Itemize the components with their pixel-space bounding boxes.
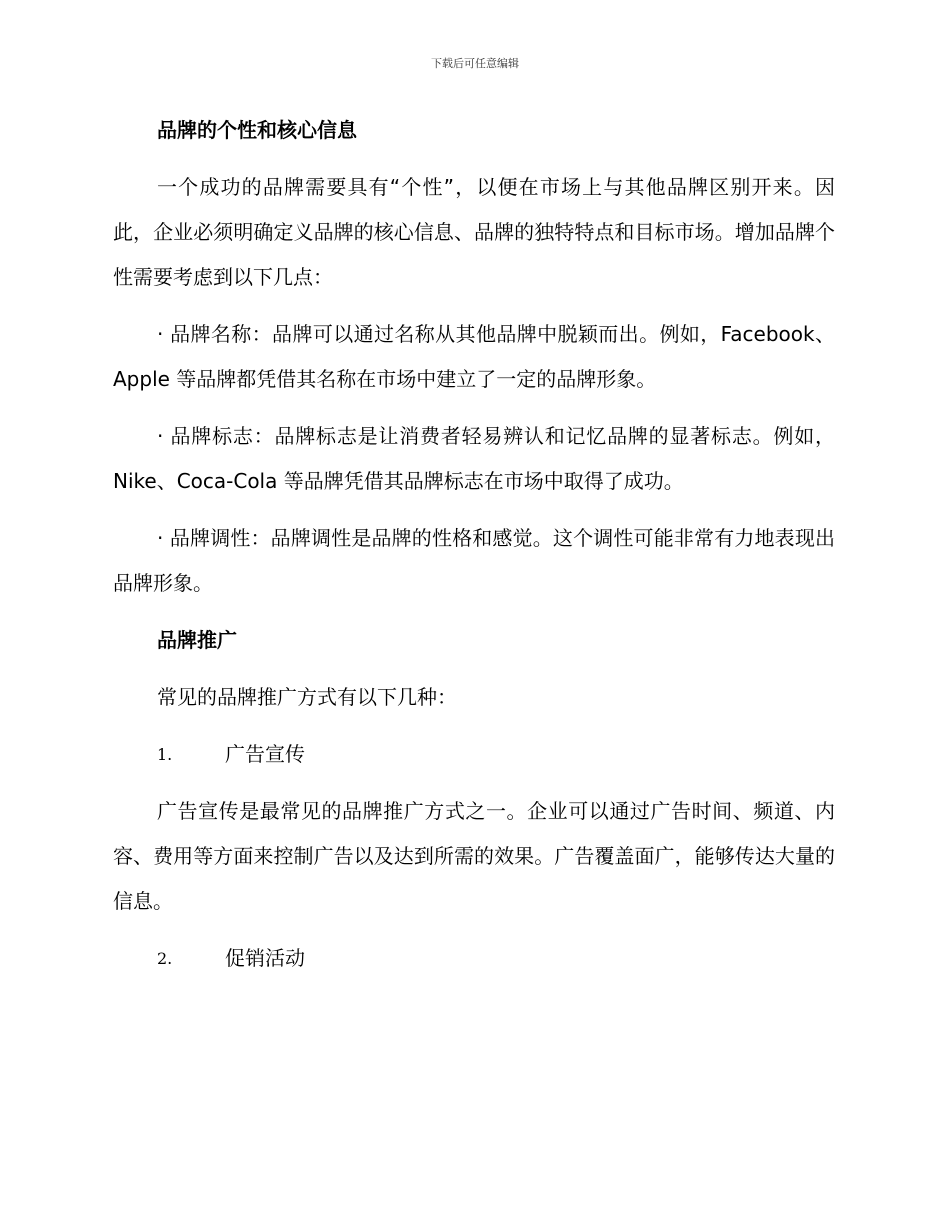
item-title: 促销活动 (225, 946, 305, 970)
section-heading-brand-personality: 品牌的个性和核心信息 (157, 118, 357, 142)
paragraph-intro: 一个成功的品牌需要具有“个性”，以便在市场上与其他品牌区别开来。因此，企业必须明确定义品牌的核心信息、品牌的独特特点和目标市场。增加品牌个性需要考虑到以下几点： (113, 175, 835, 289)
numbered-item-advertising (113, 732, 835, 777)
bullet-brand-logo: · 品牌标志：品牌标志是让消费者轻易辨认和记忆品牌的显著标志。例如，Nike、Coca-Cola 等品牌凭借其品牌标志在市场中取得了成功。 (113, 424, 835, 493)
item-number: 1. (157, 745, 173, 764)
bullet-brand-name: · 品牌名称：品牌可以通过名称从其他品牌中脱颖而出。例如，Facebook、Apple 等品牌都凭借其名称在市场中建立了一定的品牌形象。 (113, 322, 835, 391)
document-body (113, 108, 835, 993)
paragraph-advertising-desc: 广告宣传是最常见的品牌推广方式之一。企业可以通过广告时间、频道、内容、费用等方面来控制广告以及达到所需的效果。广告覆盖面广，能够传达大量的信息。 (113, 799, 835, 913)
paragraph-promotion-intro: 常见的品牌推广方式有以下几种： (157, 685, 457, 709)
page-header: 下载后可任意编辑 (431, 57, 519, 70)
item-number: 2. (157, 949, 173, 968)
item-title: 广告宣传 (225, 742, 305, 766)
section-heading-brand-promotion: 品牌推广 (157, 628, 237, 652)
numbered-item-promotion-activities (113, 936, 835, 981)
bullet-brand-tone: · 品牌调性：品牌调性是品牌的性格和感觉。这个调性可能非常有力地表现出品牌形象。 (113, 526, 835, 595)
